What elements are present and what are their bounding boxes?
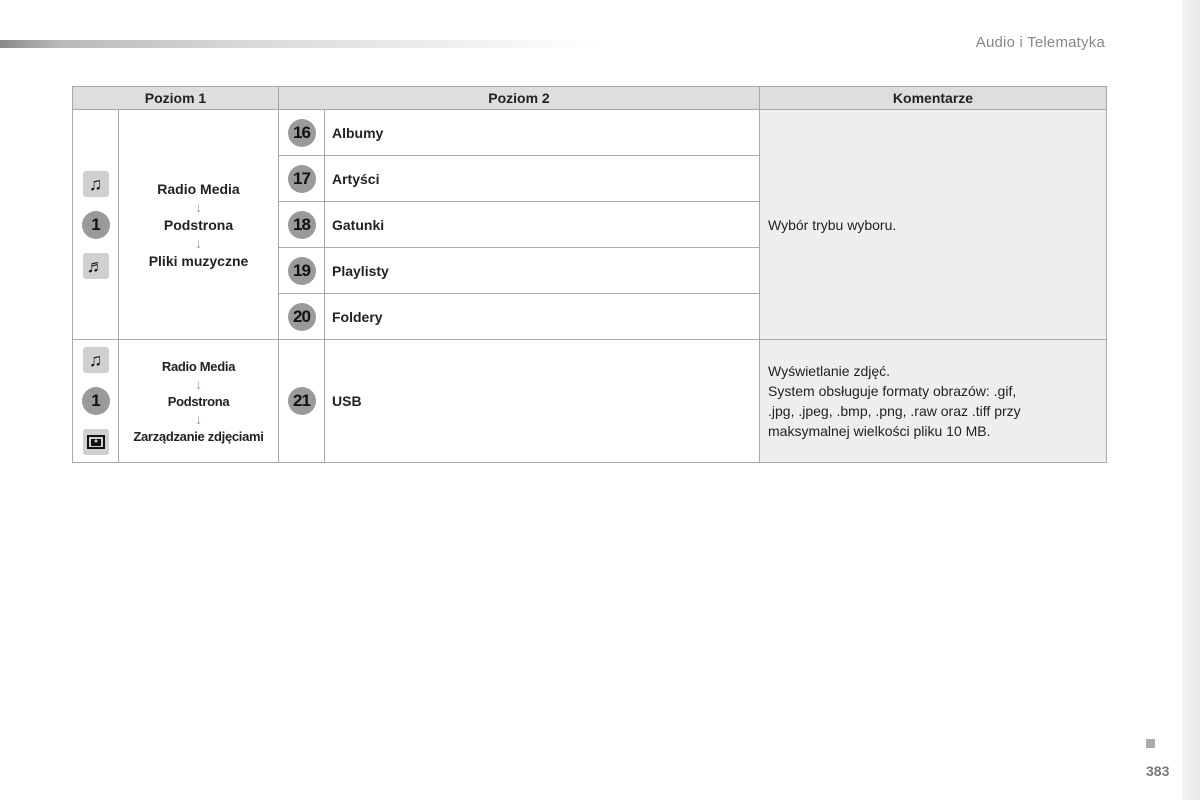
level2-label: Gatunki [325, 202, 760, 248]
page-marker [1146, 739, 1155, 748]
step-badge: 1 [82, 387, 110, 415]
photo-icon [83, 429, 109, 455]
step-badge: 17 [288, 165, 316, 193]
step-badge: 19 [288, 257, 316, 285]
path-radio-media: Radio Media [161, 358, 236, 374]
path-subpage: Podstrona [167, 393, 230, 409]
path-music-files: Pliki muzyczne [148, 252, 249, 269]
arrow-down-icon: ↓ [195, 198, 202, 215]
comment-cell: Wybór trybu wyboru. [760, 110, 1107, 340]
step-badge: 21 [288, 387, 316, 415]
level2-number-cell [279, 156, 325, 202]
path-photo-management: Zarządzanie zdjęciami [133, 428, 264, 444]
level2-number-cell [279, 294, 325, 340]
path-subpage: Podstrona [163, 216, 234, 233]
music-note-icon: ♫ [83, 171, 109, 197]
section-title: Audio i Telematyka [975, 34, 1105, 51]
comment-line: maksymalnej wielkości pliku 10 MB. [768, 423, 991, 439]
arrow-down-icon: ↓ [195, 410, 202, 427]
level2-number-cell [279, 202, 325, 248]
step-badge: 16 [288, 119, 316, 147]
level2-label: Foldery [325, 294, 760, 340]
page-number: 383 [1146, 763, 1170, 779]
comment-line: Wyświetlanie zdjęć. [768, 363, 891, 379]
step-badge: 1 [82, 211, 110, 239]
header-level1: Poziom 1 [73, 87, 279, 110]
level2-label: Playlisty [325, 248, 760, 294]
comment-line: .jpg, .jpeg, .bmp, .png, .raw oraz .tiff przy [768, 403, 1021, 419]
step-badge: 18 [288, 211, 316, 239]
step-badge: 20 [288, 303, 316, 331]
header-comments: Komentarze [760, 87, 1107, 110]
table-header-row [73, 87, 1107, 110]
arrow-down-icon: ↓ [195, 375, 202, 392]
header-level2: Poziom 2 [279, 87, 760, 110]
music-note-icon: ♫ [83, 347, 109, 373]
comment-line: System obsługuje formaty obrazów: .gif, [768, 383, 1017, 399]
table-row [73, 340, 1107, 463]
page-edge [1182, 0, 1200, 800]
level2-label: Albumy [325, 110, 760, 156]
level1-path [119, 340, 279, 463]
level2-label: USB [325, 340, 760, 463]
level2-number-cell [279, 248, 325, 294]
level1-icons [73, 110, 119, 340]
level1-path [119, 110, 279, 340]
level1-icons [73, 340, 119, 463]
level2-label: Artyści [325, 156, 760, 202]
arrow-down-icon: ↓ [195, 234, 202, 251]
comment-cell [760, 340, 1107, 463]
table-row [73, 110, 1107, 156]
header-bar [0, 40, 600, 48]
level2-number-cell [279, 340, 325, 463]
level2-number-cell [279, 110, 325, 156]
path-radio-media: Radio Media [157, 180, 240, 197]
music-notes-icon: ♬ [83, 253, 109, 279]
menu-table [72, 86, 1107, 463]
